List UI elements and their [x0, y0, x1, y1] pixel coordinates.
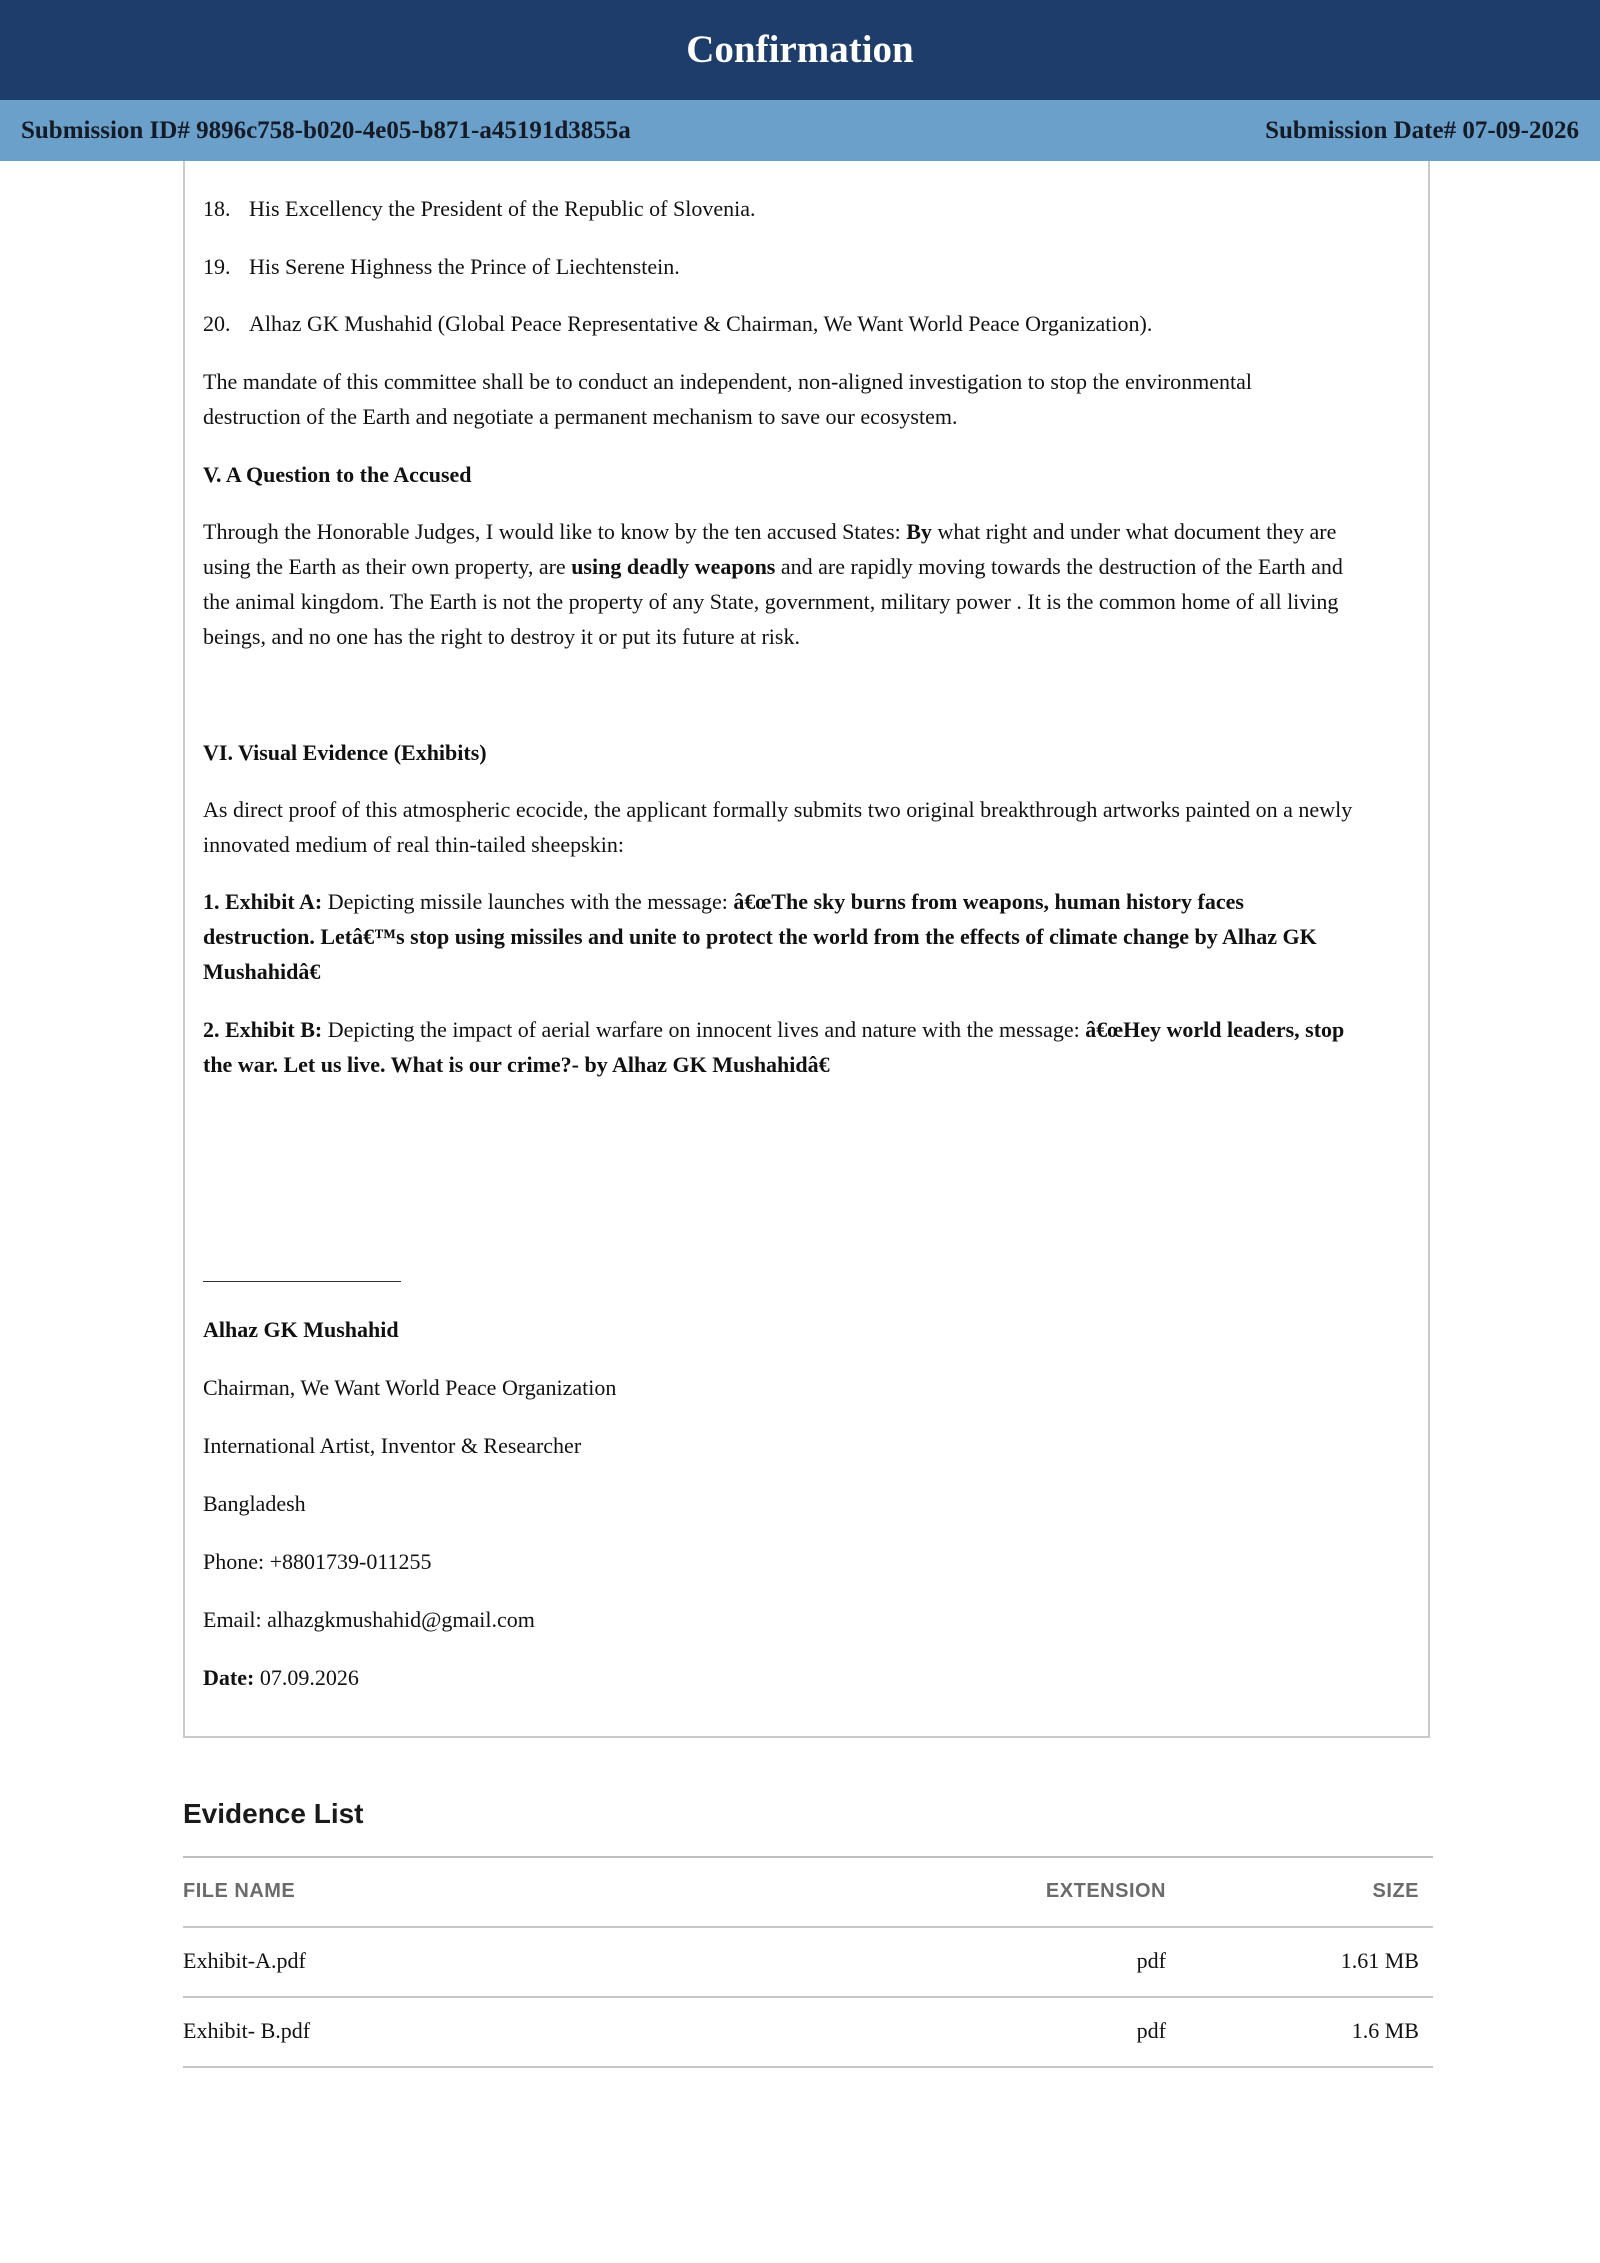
question-text: and are rapidly moving towards the destruction of the Earth and	[775, 554, 1343, 579]
mandate-line-2: destruction of the Earth and negotiate a permanent mechanism to save our ecosystem.	[203, 404, 958, 429]
exhibit-a-quote: Mushahidâ€	[203, 959, 321, 984]
proof-paragraph	[203, 792, 1403, 862]
exhibit-b-text: Depicting the impact of aerial warfare on innocent lives and nature with the message:	[322, 1017, 1086, 1042]
question-emphasis: By	[906, 519, 932, 544]
evidence-list-title: Evidence List	[183, 1798, 364, 1829]
file-name-cell[interactable]: Exhibit-A.pdf	[183, 1948, 306, 1973]
exhibit-b-quote: â€œHey world leaders, stop	[1085, 1017, 1345, 1042]
submission-id: Submission ID# 9896c758-b020-4e05-b871-a45191d3855a	[21, 117, 631, 144]
signatory-title: Chairman, We Want World Peace Organization	[203, 1375, 617, 1400]
exhibit-b-quote: the war. Let us live. What is our crime?- by Alhaz GK Mushahidâ€	[203, 1052, 830, 1077]
signatory-country: Bangladesh	[203, 1491, 306, 1516]
list-number: 18.	[203, 196, 231, 221]
list-text: His Serene Highness the Prince of Liechtenstein.	[249, 254, 680, 279]
mandate-paragraph	[203, 364, 1403, 434]
list-item-18	[203, 191, 1403, 226]
signatory-date	[203, 1660, 1403, 1695]
signatory-email: Email: alhazgkmushahid@gmail.com	[203, 1607, 535, 1632]
list-item-19	[203, 249, 1403, 284]
evidence-table	[183, 1856, 1433, 2068]
table-row[interactable]	[183, 1996, 1433, 2068]
section-heading-question: V. A Question to the Accused	[203, 462, 472, 487]
document-preview[interactable]	[183, 161, 1430, 1738]
exhibit-a-label: 1. Exhibit A:	[203, 889, 323, 914]
question-text: using the Earth as their own property, are	[203, 554, 572, 579]
proof-line-1: As direct proof of this atmospheric ecocide, the applicant formally submits two original breakthrough artworks painted on a newly	[203, 797, 1353, 822]
list-text: Alhaz GK Mushahid (Global Peace Representative & Chairman, We Want World Peace Organization).	[249, 311, 1153, 336]
exhibit-b-label: 2. Exhibit B:	[203, 1017, 323, 1042]
size-cell: 1.61 MB	[1340, 1948, 1419, 1973]
date-label: Date:	[203, 1665, 255, 1690]
section-heading-evidence: VI. Visual Evidence (Exhibits)	[203, 740, 487, 765]
proof-line-2: innovated medium of real thin-tailed sheepskin:	[203, 832, 624, 857]
submission-info-bar	[0, 100, 1600, 161]
signatory-role: International Artist, Inventor & Researcher	[203, 1433, 582, 1458]
list-number: 19.	[203, 254, 231, 279]
list-number: 20.	[203, 311, 231, 336]
question-paragraph	[203, 514, 1403, 654]
column-header-size: SIZE	[1372, 1880, 1419, 1902]
submission-date: Submission Date# 07-09-2026	[1265, 117, 1579, 144]
column-header-file-name: FILE NAME	[183, 1880, 296, 1902]
file-name-cell[interactable]: Exhibit- B.pdf	[183, 2018, 311, 2043]
exhibit-b-paragraph	[203, 1012, 1403, 1082]
question-emphasis: using deadly weapons	[571, 554, 776, 579]
exhibit-a-paragraph	[203, 884, 1403, 989]
document-content	[203, 191, 1403, 1695]
column-header-extension: EXTENSION	[1045, 1880, 1166, 1902]
evidence-table-header	[183, 1856, 1433, 1926]
page-title: Confirmation	[0, 0, 1600, 100]
extension-cell: pdf	[1136, 1948, 1166, 1973]
signatory-name: Alhaz GK Mushahid	[203, 1317, 399, 1342]
exhibit-a-text: Depicting missile launches with the message:	[322, 889, 734, 914]
mandate-line-1: The mandate of this committee shall be to conduct an independent, non-aligned investigation to stop the environmental	[203, 369, 1253, 394]
question-text: Through the Honorable Judges, I would like to know by the ten accused States:	[203, 519, 907, 544]
question-text: the animal kingdom. The Earth is not the property of any State, government, military power . It is the common home of all living	[203, 589, 1339, 614]
signature-line	[203, 1281, 401, 1282]
question-text: what right and under what document they are	[931, 519, 1337, 544]
list-item-20	[203, 306, 1403, 341]
extension-cell: pdf	[1136, 2018, 1166, 2043]
table-row[interactable]	[183, 1926, 1433, 1996]
exhibit-a-quote: destruction. Letâ€™s stop using missiles and unite to protect the world from the effects of climate change by Alhaz GK	[203, 924, 1317, 949]
question-text: beings, and no one has the right to destroy it or put its future at risk.	[203, 624, 800, 649]
exhibit-a-quote: â€œThe sky burns from weapons, human history faces	[733, 889, 1244, 914]
list-text: His Excellency the President of the Republic of Slovenia.	[249, 196, 756, 221]
date-value: 07.09.2026	[254, 1665, 359, 1690]
signatory-phone: Phone: +8801739-011255	[203, 1549, 432, 1574]
size-cell: 1.6 MB	[1351, 2018, 1419, 2043]
